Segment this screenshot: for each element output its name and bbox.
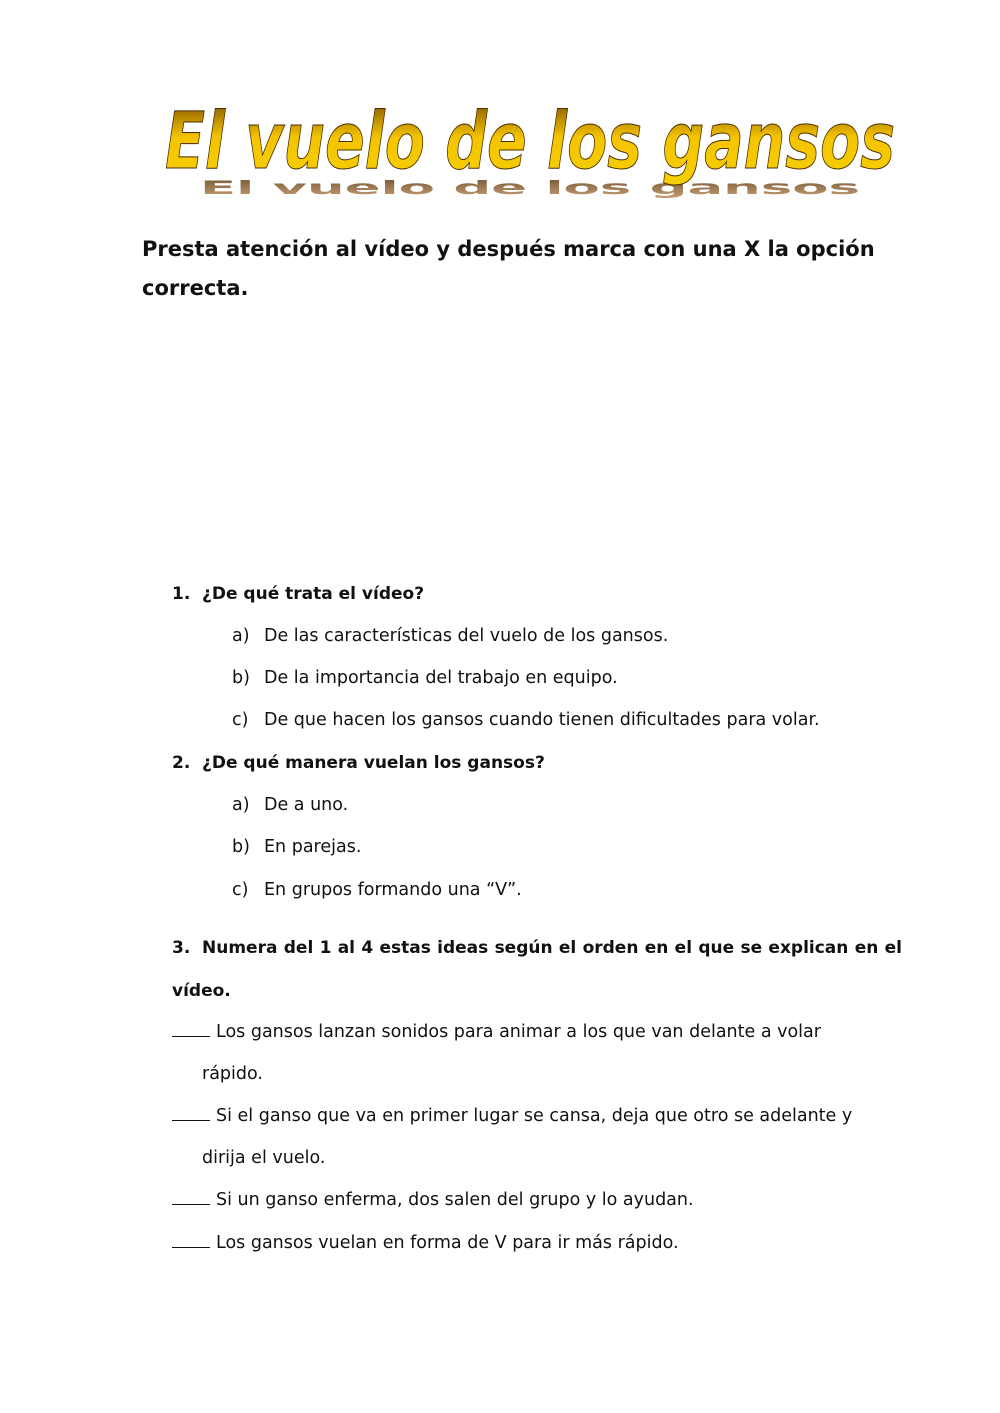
title-reflection: El vuelo de los gansos [200, 177, 860, 199]
option-letter: a) [232, 626, 250, 646]
question-2 [172, 753, 545, 773]
option-1b[interactable] [232, 668, 618, 688]
question-text: ¿De qué manera vuelan los gansos? [202, 753, 545, 773]
order-blank[interactable] [172, 1106, 210, 1121]
option-text: De que hacen los gansos cuando tienen dificultades para volar. [264, 710, 820, 730]
order-blank[interactable] [172, 1233, 210, 1248]
option-text: En grupos formando una “V”. [264, 880, 522, 900]
ordering-item-1 [172, 1022, 821, 1042]
order-blank[interactable] [172, 1190, 210, 1205]
ordering-item-3 [172, 1190, 694, 1210]
question-number: 1. [172, 584, 191, 604]
title-wordart [140, 68, 920, 218]
option-1c[interactable] [232, 710, 820, 730]
option-text: En parejas. [264, 837, 362, 857]
question-text: ¿De qué trata el vídeo? [202, 584, 425, 604]
ordering-item-text: Los gansos vuelan en forma de V para ir más rápido. [216, 1233, 679, 1253]
title-text: El vuelo de los gansos [165, 97, 895, 187]
question-number: 2. [172, 753, 191, 773]
option-1a[interactable] [232, 626, 668, 646]
question-3 [172, 927, 902, 1013]
instructions-text: Presta atención al vídeo y después marca con una X la opción correcta. [142, 237, 875, 300]
option-letter: c) [232, 710, 249, 730]
option-text: De la importancia del trabajo en equipo. [264, 668, 618, 688]
option-letter: a) [232, 795, 250, 815]
option-2c[interactable] [232, 880, 522, 900]
option-letter: b) [232, 837, 250, 857]
option-text: De las características del vuelo de los gansos. [264, 626, 669, 646]
question-1 [172, 584, 424, 604]
ordering-item-2-cont: dirija el vuelo. [202, 1148, 326, 1168]
ordering-item-2 [172, 1106, 852, 1126]
question-text: Numera del 1 al 4 estas ideas según el orden en el que se explican en el vídeo. [172, 938, 902, 1001]
question-number: 3. [172, 938, 191, 958]
option-letter: b) [232, 668, 250, 688]
option-2a[interactable] [232, 795, 348, 815]
option-text: De a uno. [264, 795, 349, 815]
option-2b[interactable] [232, 837, 361, 857]
option-letter: c) [232, 880, 249, 900]
ordering-item-4 [172, 1233, 679, 1253]
ordering-item-text: Si el ganso que va en primer lugar se cansa, deja que otro se adelante y [216, 1106, 853, 1126]
ordering-item-text: Los gansos lanzan sonidos para animar a los que van delante a volar [216, 1022, 821, 1042]
ordering-item-text: Si un ganso enferma, dos salen del grupo y lo ayudan. [216, 1190, 694, 1210]
order-blank[interactable] [172, 1022, 210, 1037]
ordering-item-1-cont: rápido. [202, 1064, 263, 1084]
page-title [140, 68, 920, 218]
